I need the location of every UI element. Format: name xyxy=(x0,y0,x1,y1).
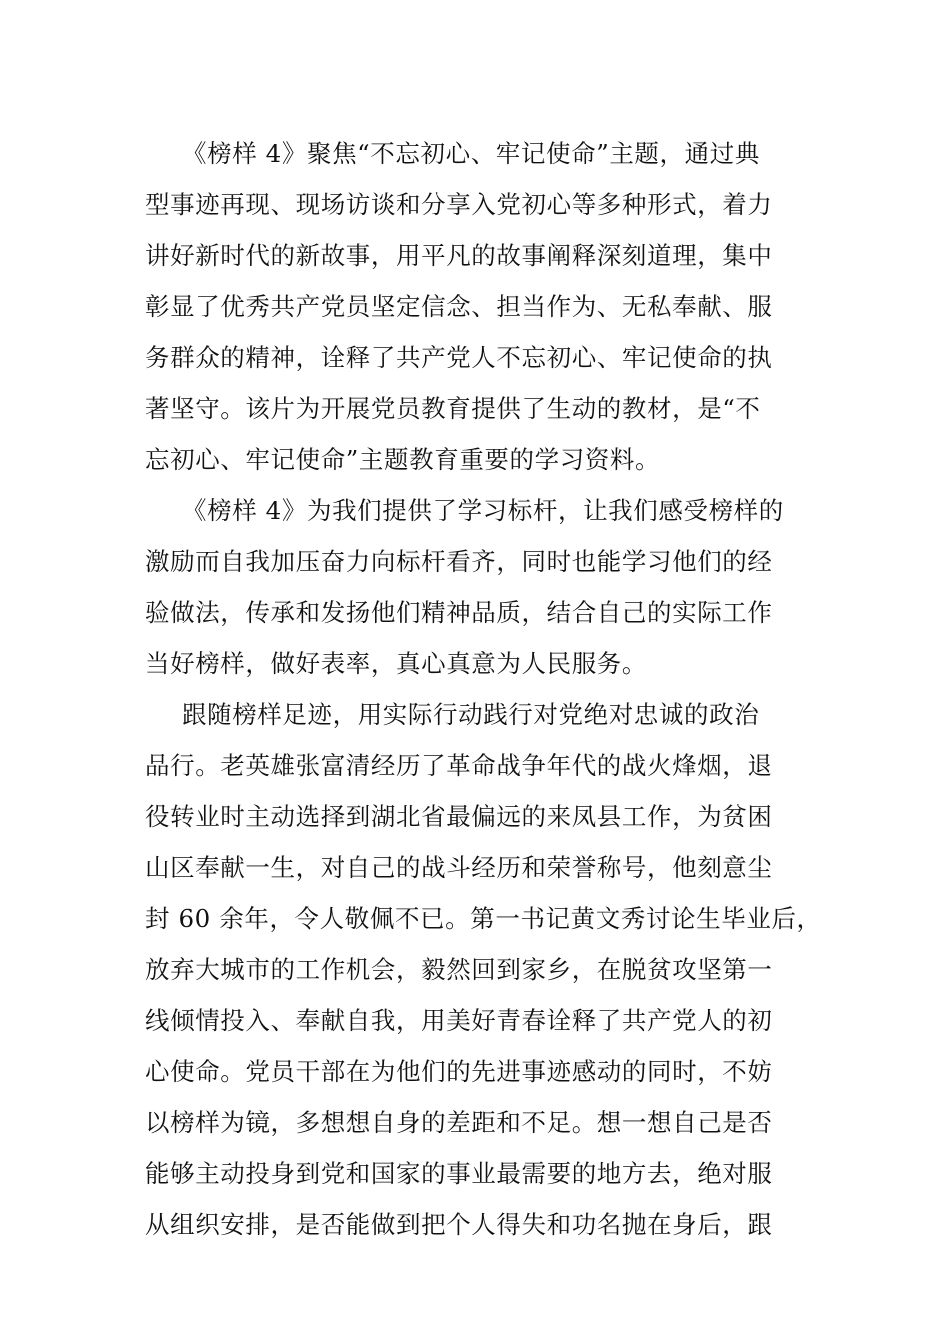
document-body xyxy=(145,128,820,1250)
paragraph-1-line-2: 型事迹再现、现场访谈和分享入党初心等多种形式，着力 xyxy=(145,190,773,219)
paragraph-3-line-9: 以榜样为镜，多想想自身的差距和不足。想一想自己是否 xyxy=(145,1108,773,1137)
paragraph-3-line-1: 跟随榜样足迹，用实际行动践行对党绝对忠诚的政治 xyxy=(182,700,760,729)
paragraph-3-line-10: 能够主动投身到党和国家的事业最需要的地方去，绝对服 xyxy=(145,1159,773,1188)
paragraph-3-line-5: 封 60 余年，令人敬佩不已。第一书记黄文秀讨论生毕业后， xyxy=(145,904,822,933)
paragraph-3-line-11: 从组织安排，是否能做到把个人得失和功名抛在身后，跟 xyxy=(145,1210,773,1239)
paragraph-1-line-5: 务群众的精神，诠释了共产党人不忘初心、牢记使命的执 xyxy=(145,343,773,372)
paragraph-2-line-1: 《榜样 4》为我们提供了学习标杆，让我们感受榜样的 xyxy=(182,496,784,525)
paragraph-3-line-6: 放弃大城市的工作机会，毅然回到家乡，在脱贫攻坚第一 xyxy=(145,955,773,984)
paragraph-2-line-3: 验做法，传承和发扬他们精神品质，结合自己的实际工作 xyxy=(145,598,773,627)
paragraph-1-line-4: 彰显了优秀共产党员坚定信念、担当作为、无私奉献、服 xyxy=(145,292,773,321)
paragraph-3-line-4: 山区奉献一生，对自己的战斗经历和荣誉称号，他刻意尘 xyxy=(145,853,773,882)
paragraph-1-line-1: 《榜样 4》聚焦“不忘初心、牢记使命”主题，通过典 xyxy=(182,139,760,168)
paragraph-1-line-6: 著坚守。该片为开展党员教育提供了生动的教材，是“不 xyxy=(145,394,761,423)
paragraph-1-line-3: 讲好新时代的新故事，用平凡的故事阐释深刻道理，集中 xyxy=(145,241,773,270)
paragraph-2-line-4: 当好榜样，做好表率，真心真意为人民服务。 xyxy=(145,649,647,678)
paragraph-3-line-2: 品行。老英雄张富清经历了革命战争年代的战火烽烟，退 xyxy=(145,751,773,780)
paragraph-3-line-3: 役转业时主动选择到湖北省最偏远的来凤县工作，为贫困 xyxy=(145,802,773,831)
paragraph-2-line-2: 激励而自我加压奋力向标杆看齐，同时也能学习他们的经 xyxy=(145,547,773,576)
paragraph-3-line-7: 线倾情投入、奉献自我，用美好青春诠释了共产党人的初 xyxy=(145,1006,773,1035)
paragraph-3-line-8: 心使命。党员干部在为他们的先进事迹感动的同时，不妨 xyxy=(145,1057,773,1086)
paragraph-1-line-7: 忘初心、牢记使命”主题教育重要的学习资料。 xyxy=(145,445,661,474)
